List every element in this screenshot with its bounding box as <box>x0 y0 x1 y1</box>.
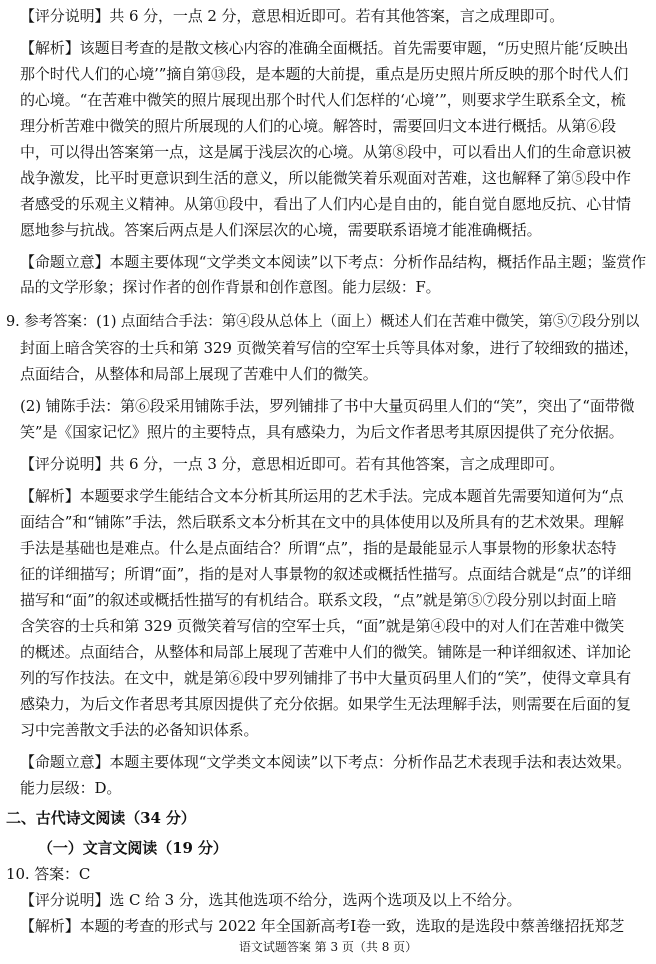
text-line: (2) 铺陈手法：第⑥段采用铺陈手法，罗列铺排了书中大量页码里人们的“笑”，突出了“面带微 <box>20 397 635 415</box>
text-line: 能力层级：D。 <box>20 779 122 797</box>
page-footer: 语文试题答案 第 3 页（共 8 页） <box>238 940 418 954</box>
text-line: 【命题立意】本题主要体现“文学类文本阅读”以下考点：分析作品艺术表现手法和表达效果。 <box>20 753 632 771</box>
text-line: 【评分说明】共 6 分，一点 2 分，意思相近即可。若有其他答案，言之成理即可。 <box>20 7 565 25</box>
text-line: 【评分说明】共 6 分，一点 3 分，意思相近即可。若有其他答案，言之成理即可。 <box>20 455 565 473</box>
text-line: 【解析】该题目考查的是散文核心内容的准确全面概括。首先需要审题，“历史照片能‘反映出 <box>20 39 629 57</box>
text-line: 10. 答案：C <box>6 865 91 883</box>
text-line: 理分析苦难中微笑的照片所展现的人们的心境。解答时，需要回归文本进行概括。从第⑥段 <box>20 117 617 135</box>
text-line: 【解析】本题的考查的形式与 2022 年全国新高考Ⅰ卷一致，选取的是选段中蔡善继招抚郑芝 <box>20 917 625 935</box>
text-line: 【命题立意】本题主要体现“文学类文本阅读”以下考点：分析作品结构，概括作品主题；鉴赏作 <box>20 253 647 271</box>
text-line: 含笑容的士兵和第 329 页微笑着写信的空军士兵，“面”就是第④段中的对人们在苦难中微笑 <box>20 617 625 635</box>
text-line: 手法是基础也是难点。什么是点面结合？所谓“点”，指的是最能显示人事景物的形象状态特 <box>20 539 617 557</box>
text-line: 封面上暗含笑容的士兵和第 329 页微笑着写信的空军士兵等具体对象，进行了较细致的描述， <box>20 339 639 357</box>
subsection-heading: （一）文言文阅读（19 分） <box>38 839 228 857</box>
text-line: 列的写作技法。在文中，就是第⑥段中罗列铺排了书中大量页码里人们的“笑”，使得文章具有 <box>20 669 632 687</box>
text-line: 者感受的乐观主义精神。从第⑪段中，看出了人们内心是自由的，能自觉自愿地反抗、心甘情 <box>20 195 631 213</box>
text-line: 品的文学形象；探讨作者的创作背景和创作意图。能力层级：F。 <box>20 279 441 296</box>
text-line: 那个时代人们的心境’”摘自第⑬段，是本题的大前提，重点是历史照片所反映的那个时代人们 <box>20 65 629 83</box>
text-line: 战争激发，比平时更意识到生活的意义，所以能微笑着乐观面对苦难，这也解释了第⑤段中作 <box>20 169 631 187</box>
text-line: 的心境。“在苦难中微笑的照片展现出那个时代人们怎样的‘心境’”，则要求学生联系全文，梳 <box>20 91 626 109</box>
text-line: 点面结合，从整体和局部上展现了苦难中人们的微笑。 <box>20 365 378 383</box>
text-line: 笑”是《国家记忆》照片的主要特点，具有感染力，为后文作者思考其原因提供了充分依据。 <box>20 423 624 441</box>
section-heading: 二、古代诗文阅读（34 分） <box>6 809 196 827</box>
text-line: 的概述。点面结合，从整体和局部上展现了苦难中人们的微笑。铺陈是一种详细叙述、详加论 <box>20 643 631 661</box>
text-line: 描写和“面”的叙述或概括性描写的有机结合。联系文段，“点”就是第⑤⑦段分别以封面上暗 <box>20 591 617 609</box>
text-line: 习中完善散文手法的必备知识体系。 <box>20 721 259 739</box>
text-line: 愿地参与抗战。答案后两点是人们深层次的心境，需要联系语境才能准确概括。 <box>20 221 542 239</box>
text-line: 感染力，为后文作者思考其原因提供了充分依据。如果学生无法理解手法，则需要在后面的复 <box>20 695 631 713</box>
text-line: 面结合”和“铺陈”手法，然后联系文本分析其在文中的具体使用以及所具有的艺术效果。理解 <box>20 513 624 531</box>
text-line: 征的详细描写；所谓“面”，指的是对人事景物的叙述或概括性描写。点面结合就是“点”的详细 <box>20 565 632 583</box>
text-line: 9. 参考答案：(1) 点面结合手法：第④段从总体上（面上）概述人们在苦难中微笑，第⑤⑦段分别以 <box>6 314 640 330</box>
text-line: 【评分说明】选 C 给 3 分，选其他选项不给分，选两个选项及以上不给分。 <box>20 891 522 909</box>
text-line: 中，可以得出答案第一点，这是属于浅层次的心境。从第⑧段中，可以看出人们的生命意识被 <box>20 143 631 161</box>
text-line: 【解析】本题要求学生能结合文本分析其所运用的艺术手法。完成本题首先需要知道何为“点 <box>20 487 624 505</box>
